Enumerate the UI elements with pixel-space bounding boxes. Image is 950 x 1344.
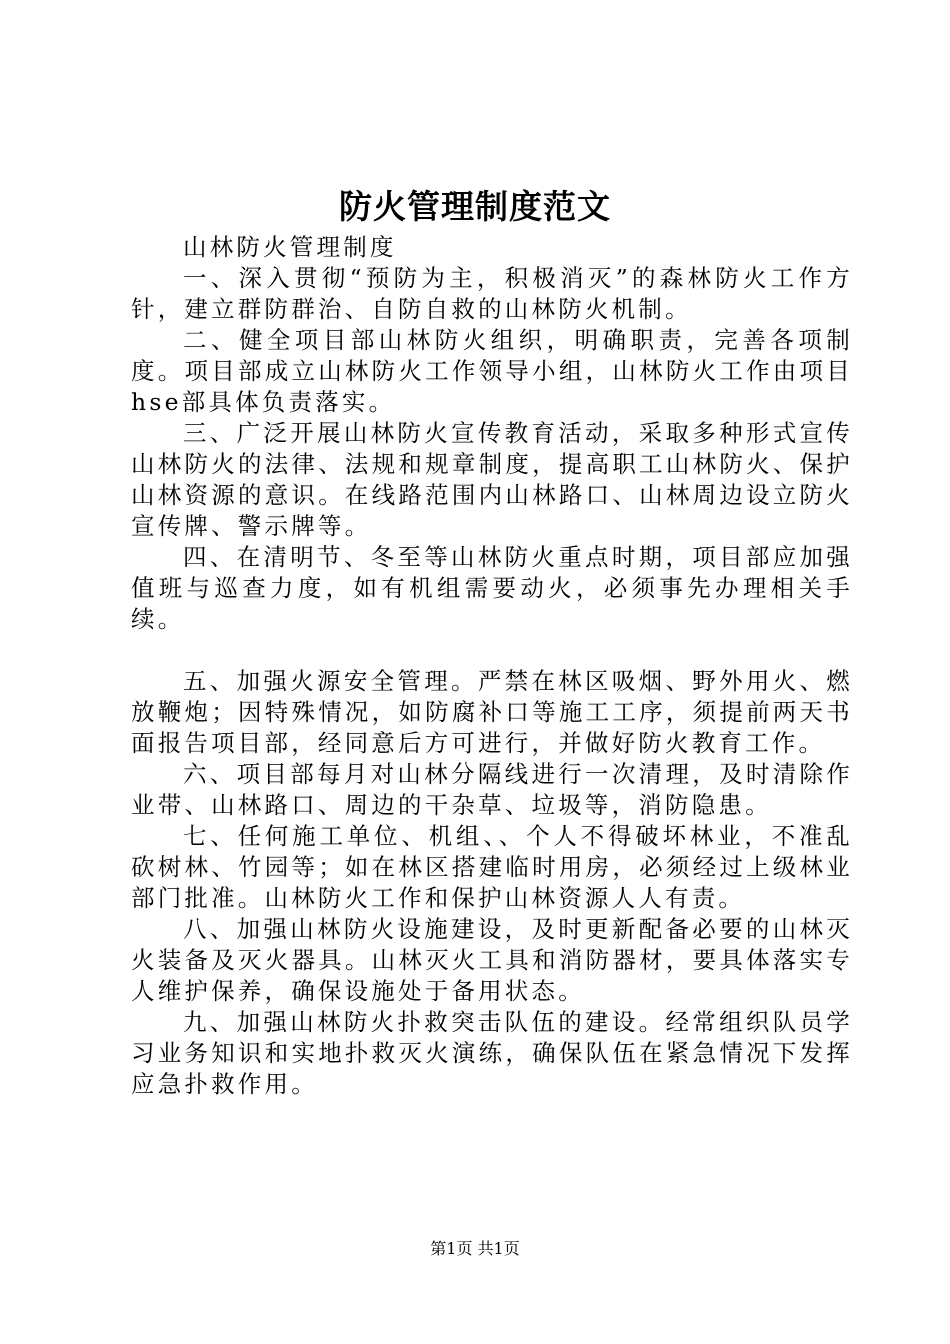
document-body: [131, 232, 853, 1100]
paragraph-6: 六、项目部每月对山林分隔线进行一次清理，及时清除作业带、山林路口、周边的干杂草、垃圾等，消防隐患。: [131, 760, 853, 819]
paragraph-7: 七、任何施工单位、机组、、个人不得破坏林业，不准乱砍树林、竹园等；如在林区搭建临时用房，必须经过上级林业部门批准。山林防火工作和保护山林资源人人有责。: [131, 822, 853, 912]
document-title: 防火管理制度范文: [339, 187, 611, 226]
paragraph-5: 五、加强火源安全管理。严禁在林区吸烟、野外用火、燃放鞭炮；因特殊情况，如防腐补口等施工工序，须提前两天书面报告项目部，经同意后方可进行，并做好防火教育工作。: [131, 667, 853, 757]
paragraph-4: 四、在清明节、冬至等山林防火重点时期，项目部应加强值班与巡查力度，如有机组需要动火，必须事先办理相关手续。: [131, 543, 853, 633]
paragraph-9: 九、加强山林防火扑救突击队伍的建设。经常组织队员学习业务知识和实地扑救灭火演练，确保队伍在紧急情况下发挥应急扑救作用。: [131, 1008, 853, 1098]
paragraph-1: 一、深入贯彻“预防为主，积极消灭”的森林防火工作方针，建立群防群治、自防自救的山林防火机制。: [131, 264, 853, 323]
paragraph-3: 三、广泛开展山林防火宣传教育活动，采取多种形式宣传山林防火的法律、法规和规章制度，提高职工山林防火、保护山林资源的意识。在线路范围内山林路口、山林周边设立防火宣传牌、警示牌等。: [131, 419, 853, 540]
section-heading: 山林防火管理制度: [183, 233, 397, 261]
page-footer: 第1页 共1页: [430, 1239, 520, 1258]
paragraph-8: 八、加强山林防火设施建设，及时更新配备必要的山林灭火装备及灭火器具。山林灭火工具和消防器材，要具体落实专人维护保养，确保设施处于备用状态。: [131, 915, 853, 1005]
paragraph-2: 二、健全项目部山林防火组织，明确职责，完善各项制度。项目部成立山林防火工作领导小组，山林防火工作由项目hse部具体负责落实。: [131, 326, 853, 416]
